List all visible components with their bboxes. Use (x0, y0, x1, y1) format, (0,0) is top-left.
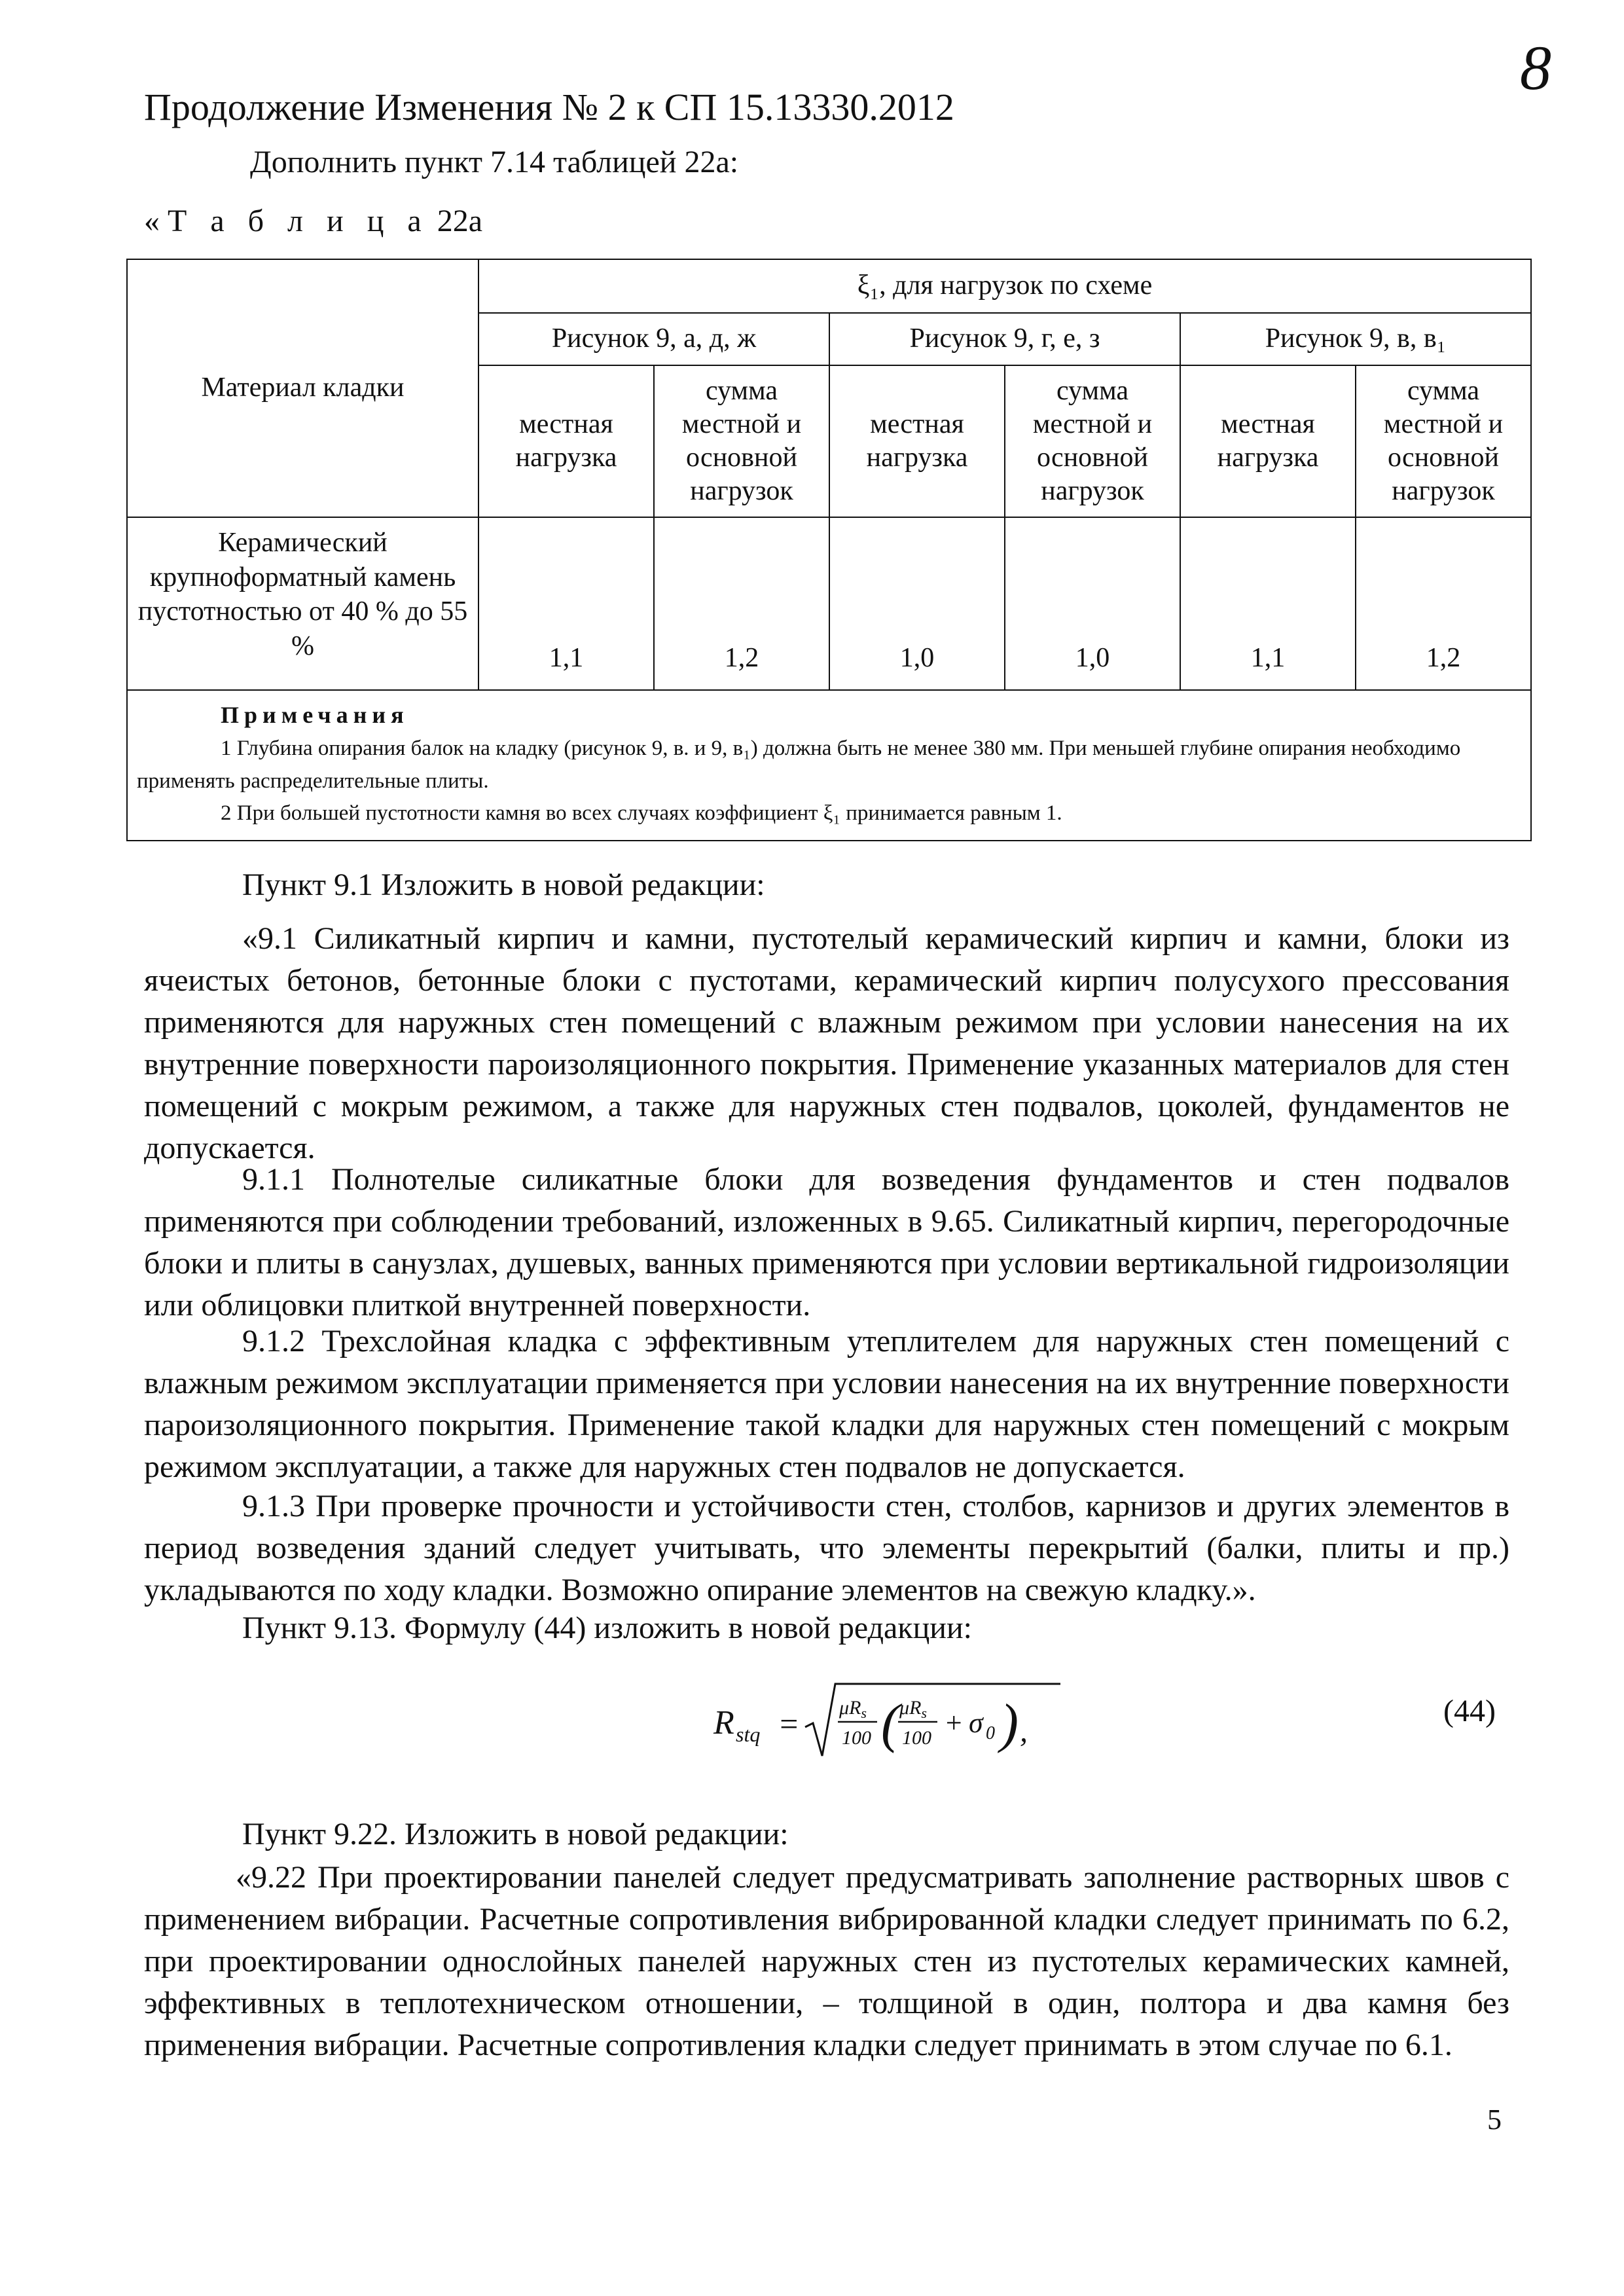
value-cell: 1,0 (1005, 517, 1180, 690)
table-notes (127, 690, 1531, 841)
svg-text:=: = (778, 1705, 800, 1742)
page-number: 5 (1487, 2104, 1502, 2136)
paragraph-9-13-heading: Пункт 9.13. Формулу (44) изложить в новой редакции: (242, 1611, 973, 1645)
paragraph-9-1: «9.1 Силикатный кирпич и камни, пустотелый керамический кирпич и камни, блоки из ячеистых бетонов, бетонные блоки с пустотами, керамический кирпич полусухого прессования применяются для наружных стен помещений с влажным режимом при условии нанесения на их внутренние поверхности пароизоляционного покрытия. Применение указанных материалов для стен помещений с мокрым режимом, а также для наружных стен подвалов, цоколей, фундаментов не допускается. (144, 921, 1509, 1165)
table-label-number: 22а (437, 204, 482, 238)
corner-page-mark: 8 (1520, 33, 1551, 103)
paragraph-9-1-1: 9.1.1 Полнотелые силикатные блоки для возведения фундаментов и стен подвалов применяются при соблюдении требований, изложенных в 9.65. Силикатный кирпич, перегородочные блоки и плиты в санузлах, душевых, ванных применяются при условии вертикальной гидроизоляции или облицовки плиткой внутренней поверхности. (144, 1162, 1509, 1322)
svg-text:stq: stq (736, 1722, 761, 1746)
material-name-cell: Керамический крупноформатный камень пустотностью от 40 % до 55 % (127, 517, 478, 690)
sum-load-header-1: сумма местной и основной нагрузок (654, 365, 829, 517)
notes-title: Примечания (221, 702, 409, 728)
svg-text:R: R (713, 1704, 734, 1741)
table-label-prefix: «Т а б л и ц а (144, 204, 429, 238)
local-load-header-1: местная нагрузка (478, 365, 654, 517)
svg-text:100: 100 (842, 1727, 871, 1749)
document-header: Продолжение Изменения № 2 к СП 15.13330.2012 (144, 86, 954, 128)
svg-text:100: 100 (902, 1727, 931, 1749)
value-cell: 1,1 (478, 517, 654, 690)
intro-line: Дополнить пункт 7.14 таблицей 22а: (250, 145, 739, 179)
note-2: 2 При большей пустотности камня во всех случаях коэффициент ξ₁ принимается равным 1. (221, 801, 1062, 825)
value-cell: 1,0 (829, 517, 1005, 690)
value-cell: 1,2 (1356, 517, 1531, 690)
material-header: Материал кладки (127, 259, 478, 517)
svg-text:σ: σ (969, 1707, 983, 1739)
value-cell: 1,1 (1180, 517, 1356, 690)
formula-number: (44) (1443, 1694, 1496, 1728)
svg-text:+: + (944, 1707, 964, 1739)
xi-header: ξ₁, для нагрузок по схеме (478, 259, 1531, 313)
svg-text:0: 0 (986, 1723, 995, 1743)
svg-text:(: ( (881, 1693, 899, 1754)
svg-text:μRs: $\mu R_s$ (839, 1697, 867, 1721)
group-header-2: Рисунок 9, г, е, з (829, 313, 1180, 365)
group-header-1: Рисунок 9, а, д, ж (478, 313, 829, 365)
group-header-3: Рисунок 9, в, в₁ (1180, 313, 1531, 365)
paragraph-9-1-2: 9.1.2 Трехслойная кладка с эффективным утеплителем для наружных стен помещений с влажным режимом эксплуатации применяется при условии нанесения на их внутренние поверхности пароизоляционного покрытия. Применение такой кладки для наружных стен помещений с мокрым режимом эксплуатации, а также для наружных стен подвалов не допускается. (144, 1324, 1509, 1484)
local-load-header-2: местная нагрузка (829, 365, 1005, 517)
sum-load-header-3: сумма местной и основной нагрузок (1356, 365, 1531, 517)
table-22a (126, 259, 1532, 841)
value-cell: 1,2 (654, 517, 829, 690)
paragraph-9-1-3: 9.1.3 При проверке прочности и устойчивости стен, столбов, карнизов и других элементов в период возведения зданий следует учитывать, что элементы перекрытий (балки, плиты и пр.) укладываются по ходу кладки. Возможно опирание элементов на свежую кладку.». (144, 1489, 1509, 1607)
local-load-header-3: местная нагрузка (1180, 365, 1356, 517)
paragraph-9-1-heading: Пункт 9.1 Изложить в новой редакции: (242, 867, 765, 902)
note-1: 1 Глубина опирания балок на кладку (рисунок 9, в. и 9, в₁) должна быть не менее 380 мм. При меньшей глубине опирания необходимо применять распределительные плиты. (137, 737, 1461, 793)
table-label (144, 203, 482, 239)
formula-44 (707, 1676, 1074, 1774)
paragraph-9-22: «9.22 При проектировании панелей следует предусматривать заполнение растворных швов с применением вибрации. Расчетные сопротивления вибрированной кладки следует принимать по 6.2, при проектировании однослойных панелей наружных стен из пустотелых керамических камней, эффективных в теплотехническом отношении, – толщиной в один, полтора и два камня без применения вибрации. Расчетные сопротивления кладки следует принимать в этом случае по 6.1. (144, 1860, 1509, 2062)
paragraph-9-22-heading: Пункт 9.22. Изложить в новой редакции: (242, 1817, 789, 1851)
svg-text:,: , (1020, 1714, 1028, 1749)
svg-text:): ) (1000, 1693, 1019, 1754)
sum-load-header-2: сумма местной и основной нагрузок (1005, 365, 1180, 517)
svg-text:μRs: $\mu R_s$ (899, 1697, 927, 1721)
